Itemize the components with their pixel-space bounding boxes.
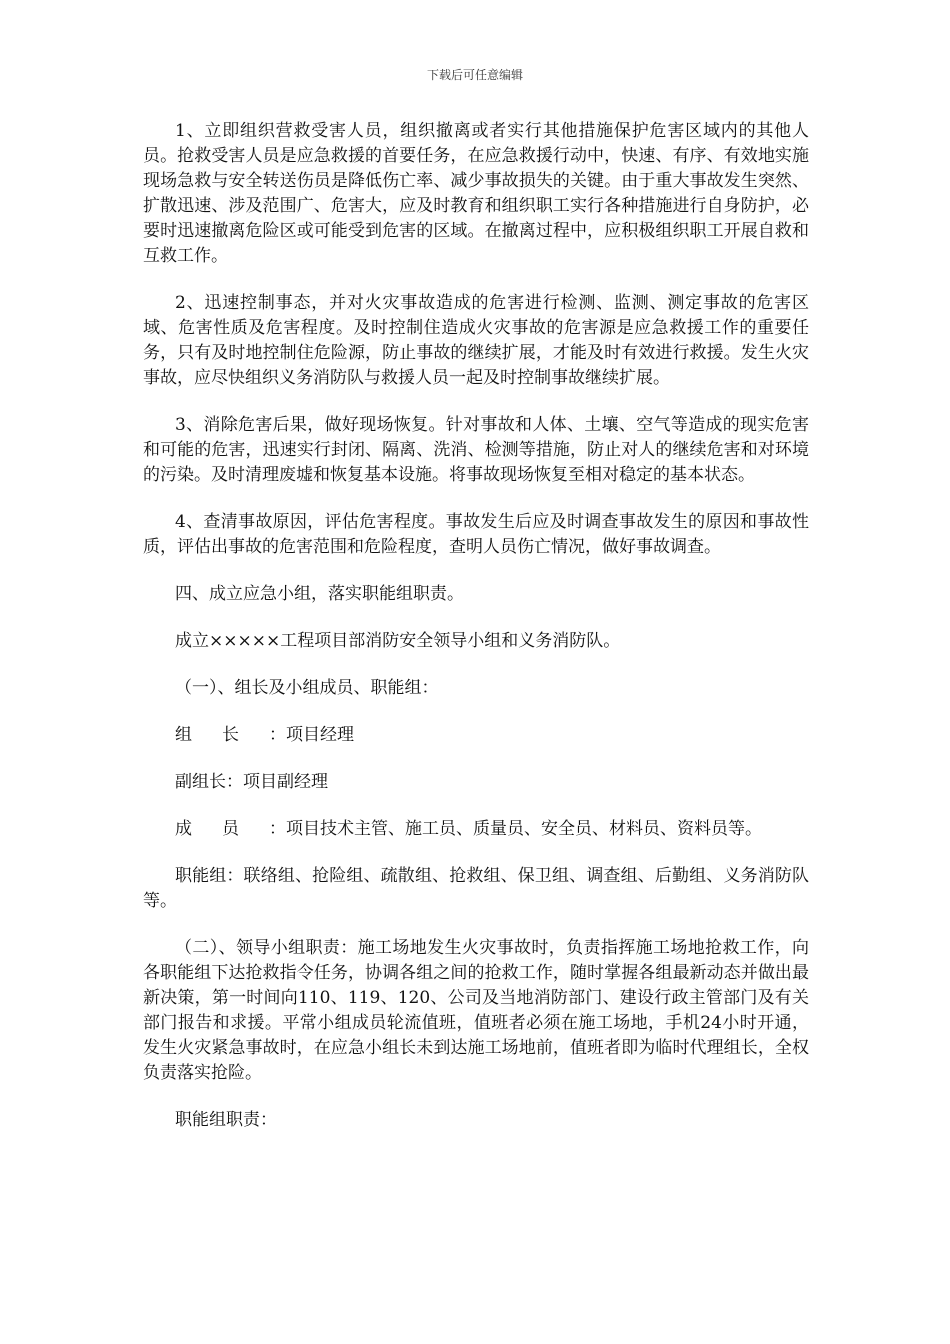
subsection-2: （二）、领导小组职责：施工场地发生火灾事故时，负责指挥施工场地抢救工作，向各职能组下达抢救指令任务，协调各组之间的抢救工作，随时掌握各组最新动态并做出最新决策，第一时间向110、119、120、公司及当地消防部门、建设行政主管部门及有关部门报告和求援。平常小组成员轮流值班，值班者必须在施工场地，手机24小时开通，发生火灾紧急事故时，在应急小组长未到达施工场地前，值班者即为临时代理组长，全权负责落实抢险。 [143, 938, 809, 1083]
subsection-1-heading: （一）、组长及小组成员、职能组： [175, 678, 439, 698]
paragraph-3: 3、消除危害后果，做好现场恢复。针对事故和人体、土壤、空气等造成的现实危害和可能的危害，迅速实行封闭、隔离、洗消、检测等措施，防止对人的继续危害和对环境的污染。及时清理废墟和恢复基本设施。将事故现场恢复至相对稳定的基本状态。 [143, 415, 809, 485]
leader-line [143, 723, 809, 748]
leader-value: ：项目经理 [269, 725, 354, 745]
document-body [143, 119, 809, 1155]
leader-key: 组长 [175, 725, 269, 745]
functional-groups: 职能组：联络组、抢险组、疏散组、抢救组、保卫组、调查组、后勤组、义务消防队等。 [143, 866, 809, 911]
paragraph-4: 4、查清事故原因，评估危害程度。事故发生后应及时调查事故发生的原因和事故性质，评估出事故的危害范围和危险程度，查明人员伤亡情况，做好事故调查。 [143, 512, 809, 557]
establish-statement: 成立×××××工程项目部消防安全领导小组和义务消防队。 [175, 631, 621, 651]
paragraph-1: 1、立即组织营救受害人员，组织撤离或者实行其他措施保护危害区域内的其他人员。抢救受害人员是应急救援的首要任务，在应急救援行动中，快速、有序、有效地实施现场急救与安全转送伤员是降低伤亡率、减少事故损失的关键。由于重大事故发生突然、扩散迅速、涉及范围广、危害大，应及时教育和组织职工实行各种措施进行自身防护，必要时迅速撤离危险区或可能受到危害的区域。在撤离过程中，应积极组织职工开展自救和互救工作。 [143, 121, 809, 266]
members-value: ：项目技术主管、施工员、质量员、安全员、材料员、资料员等。 [269, 819, 762, 839]
deputy-line: 副组长：项目副经理 [175, 772, 328, 792]
section-4-heading: 四、成立应急小组，落实职能组职责。 [175, 584, 464, 604]
duties-heading: 职能组职责： [175, 1110, 277, 1130]
members-key: 成员 [175, 819, 269, 839]
paragraph-2: 2、迅速控制事态，并对火灾事故造成的危害进行检测、监测、测定事故的危害区域、危害性质及危害程度。及时控制住造成火灾事故的危害源是应急救援工作的重要任务，只有及时地控制住危险源，防止事故的继续扩展，才能及时有效进行救援。发生火灾事故，应尽快组织义务消防队与救援人员一起及时控制事故继续扩展。 [143, 293, 809, 388]
header-note: 下载后可任意编辑 [426, 68, 523, 82]
members-line [143, 817, 809, 842]
